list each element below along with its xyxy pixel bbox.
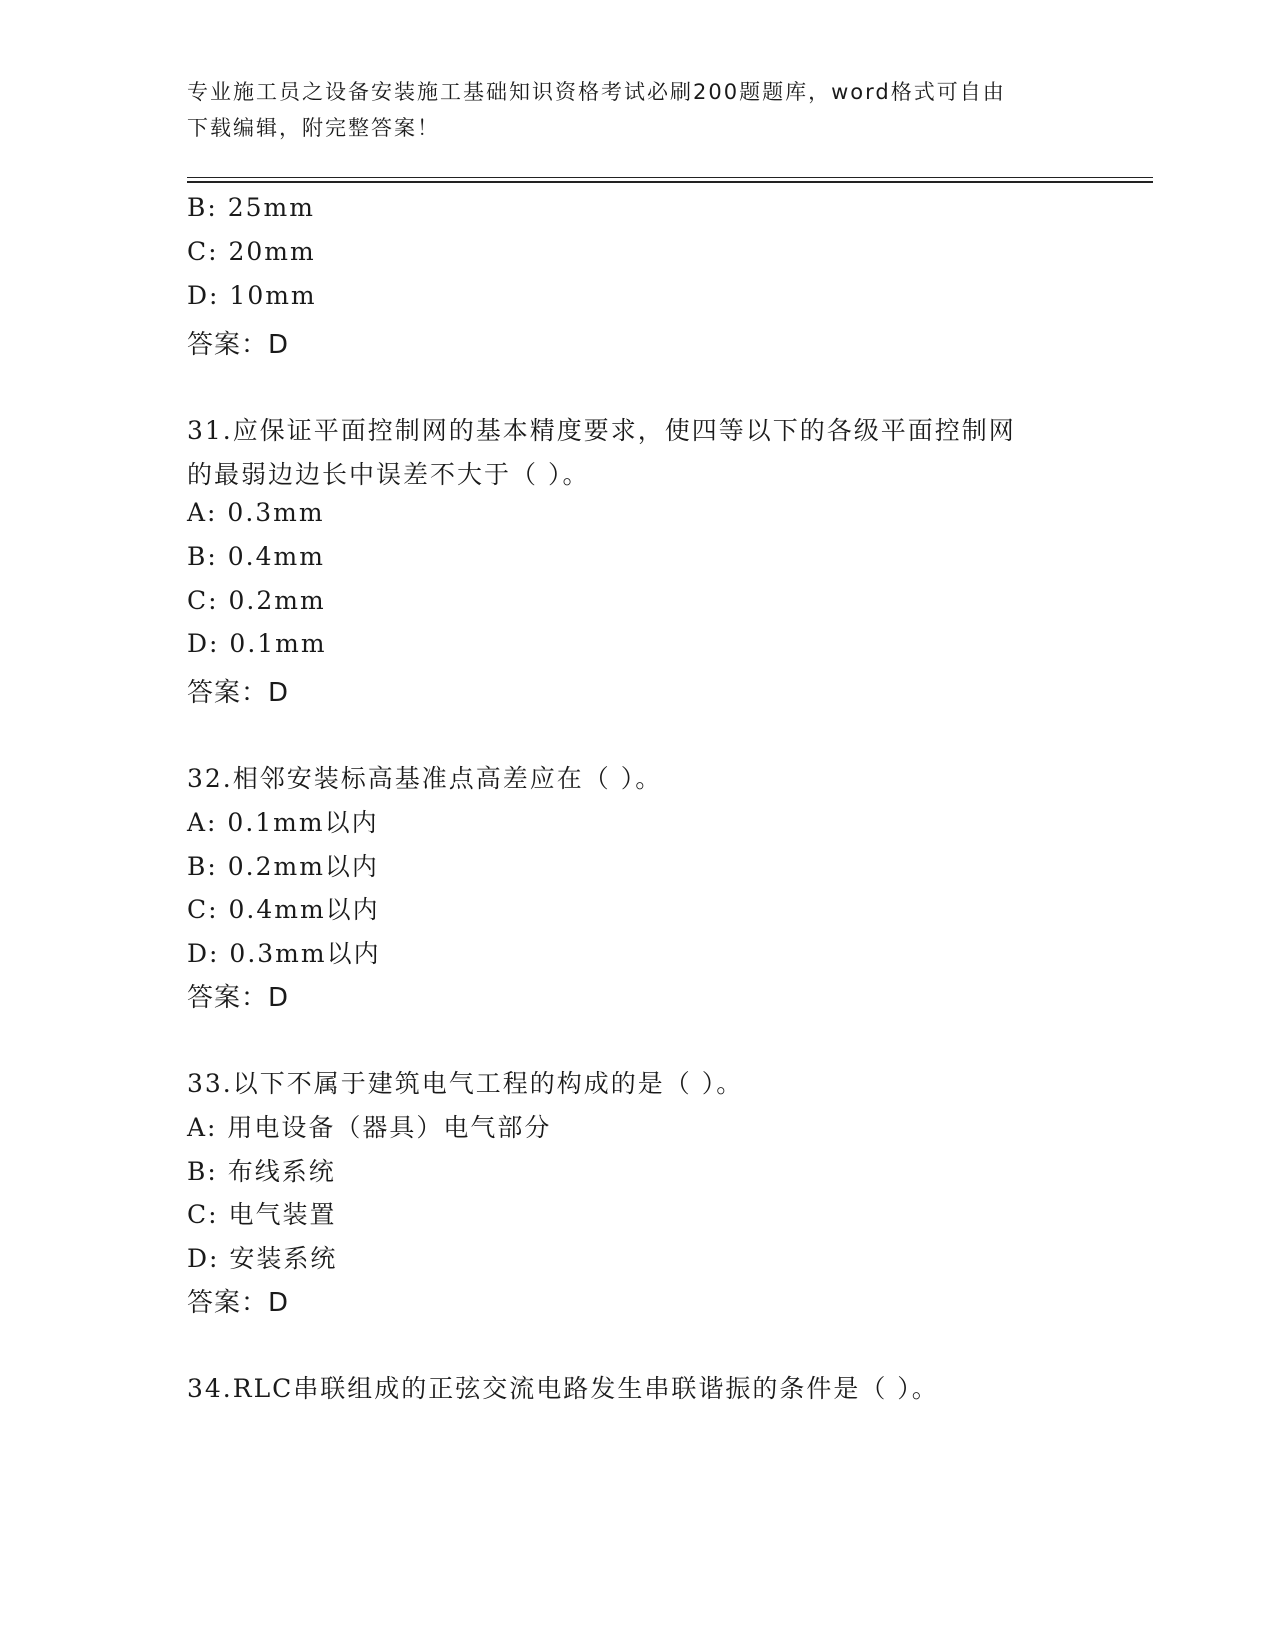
q31-option-a: A: 0.3mm [187, 498, 325, 527]
q31-answer: 答案：D [187, 678, 290, 708]
q33-option-d: D: 安装系统 [187, 1244, 338, 1273]
q32-stem-line-1: 32.相邻安装标高基准点高差应在（ ）。 [187, 764, 663, 793]
q33-stem-line-1: 33.以下不属于建筑电气工程的构成的是（ ）。 [187, 1069, 744, 1098]
q31-stem-line-2: 的最弱边边长中误差不大于（ ）。 [187, 460, 590, 489]
q33-answer: 答案：D [187, 1288, 290, 1318]
header-line-2: 下载编辑，附完整答案！ [187, 116, 440, 140]
q30-option-d: D: 10mm [187, 281, 317, 310]
q32-option-b: B: 0.2mm以内 [187, 852, 379, 881]
q32-option-c: C: 0.4mm以内 [187, 895, 380, 924]
document-header [187, 74, 1067, 146]
q31-option-b: B: 0.4mm [187, 542, 325, 571]
header-rule-thick [187, 181, 1153, 183]
q30-option-c: C: 20mm [187, 237, 316, 266]
q33-option-a: A: 用电设备（器具）电气部分 [187, 1113, 552, 1142]
q32-answer: 答案：D [187, 983, 290, 1013]
q34-stem-line-1: 34.RLC串联组成的正弦交流电路发生串联谐振的条件是（ ）。 [187, 1374, 939, 1403]
q31-option-c: C: 0.2mm [187, 586, 326, 615]
header-line-1: 专业施工员之设备安装施工基础知识资格考试必刷200题题库，word格式可自由 [187, 80, 1006, 104]
q31-option-d: D: 0.1mm [187, 629, 327, 658]
q32-option-d: D: 0.3mm以内 [187, 939, 381, 968]
q32-option-a: A: 0.1mm以内 [187, 808, 379, 837]
q31-stem-line-1: 31.应保证平面控制网的基本精度要求，使四等以下的各级平面控制网 [187, 416, 1016, 445]
q30-option-b: B: 25mm [187, 193, 315, 222]
q30-answer: 答案：D [187, 330, 290, 360]
q33-option-b: B: 布线系统 [187, 1157, 336, 1186]
q33-option-c: C: 电气装置 [187, 1200, 337, 1229]
header-rule-thin [187, 177, 1153, 178]
